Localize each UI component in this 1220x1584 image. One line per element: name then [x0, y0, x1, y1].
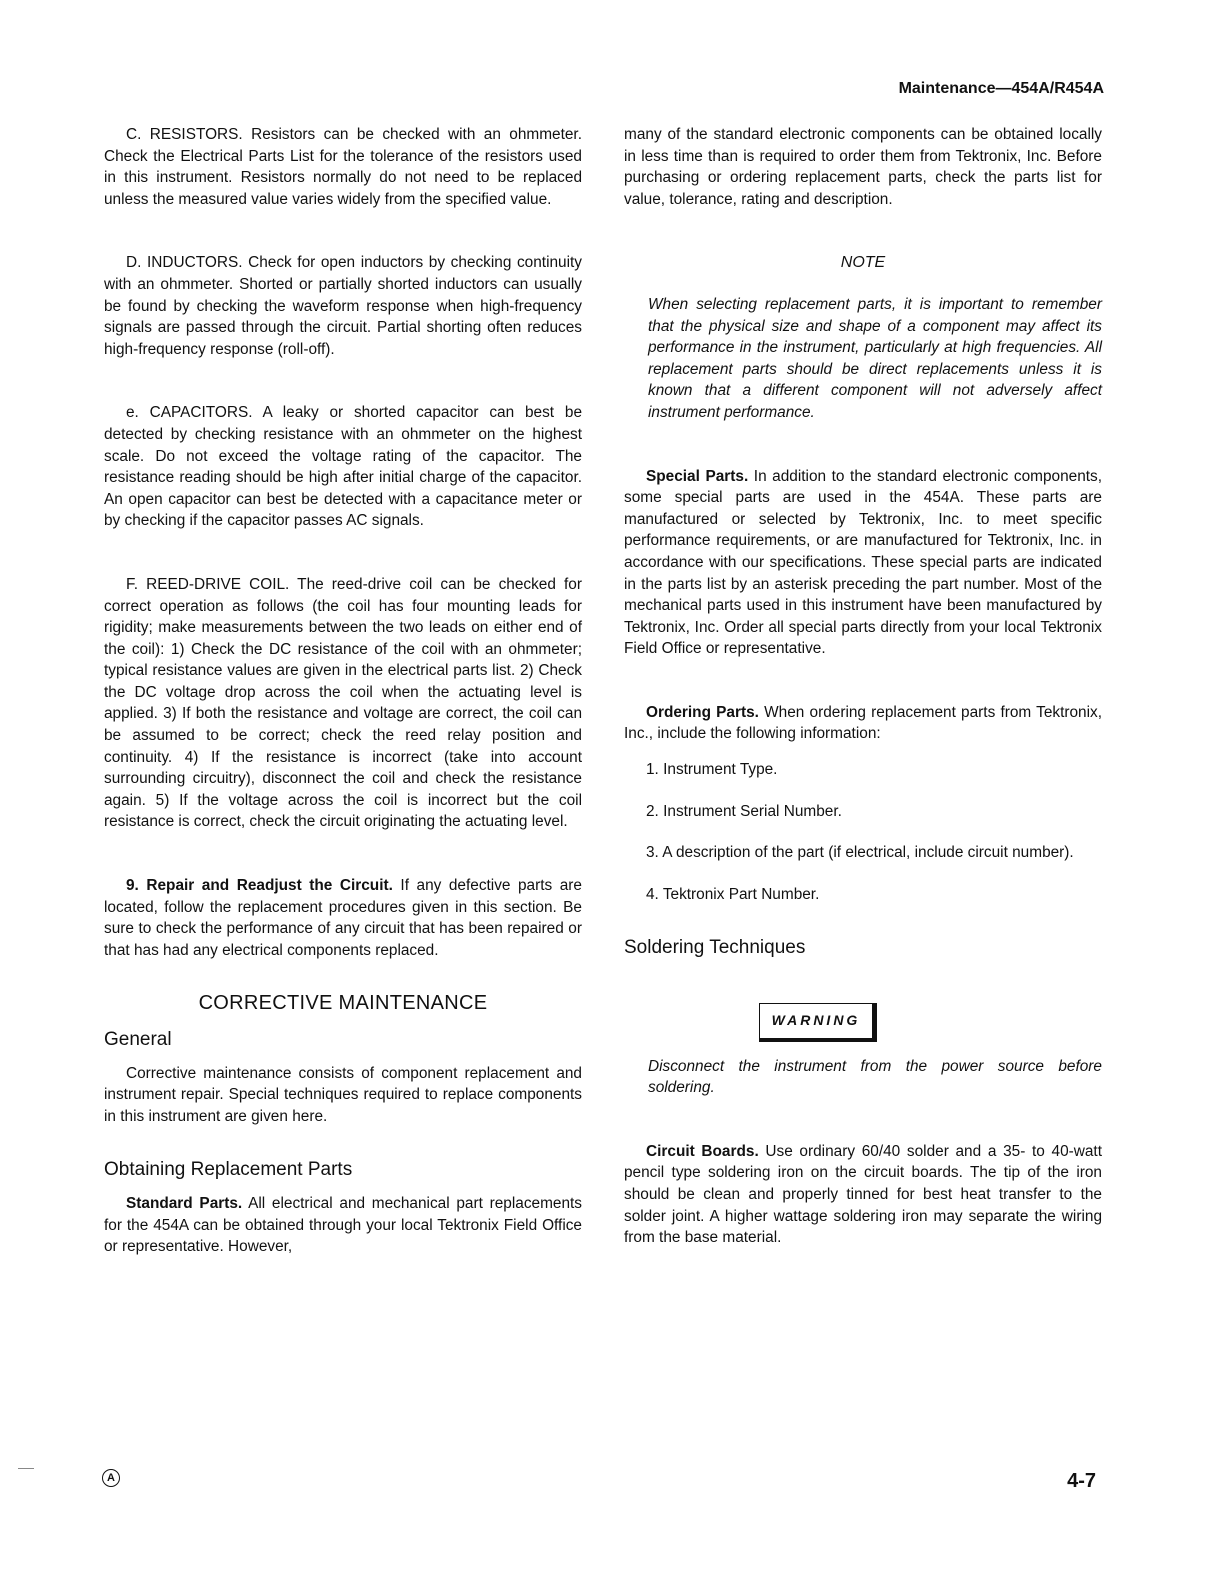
special-parts-paragraph	[624, 466, 1102, 660]
repair-text: If any defective parts are located, follow the replacement procedures given in this section. Be sure to check the performance of any circuit that has been repaired or that has had any electrical components replaced.	[104, 877, 582, 959]
list-item: 2. Instrument Serial Number.	[646, 802, 842, 820]
running-header: Maintenance—454A/R454A	[898, 80, 1104, 97]
obtaining-parts-heading: Obtaining Replacement Parts	[104, 1159, 353, 1181]
circuit-boards-text: Use ordinary 60/40 solder and a 35- to 40-watt pencil type soldering iron on the circuit boards. The tip of the iron should be clean and properly tinned for best heat transfer to the solder joint. A higher wattage soldering iron may separate the wiring from the base material.	[624, 1142, 1102, 1247]
warning-box-wrapper	[624, 1003, 1102, 1042]
ordering-parts-label: Ordering Parts.	[646, 703, 759, 721]
resistors-paragraph: C. RESISTORS. Resistors can be checked with an ohmmeter. Check the Electrical Parts List for the tolerance of the resistors used in this instrument. Resistors normally do not need to be replaced unless the measured value varies widely from the specified value.	[104, 126, 582, 208]
circuit-boards-label: Circuit Boards.	[646, 1142, 759, 1160]
page-number: 4-7	[1067, 1470, 1096, 1492]
warning-label: WARNING	[759, 1003, 878, 1042]
soldering-techniques-heading: Soldering Techniques	[624, 937, 806, 959]
revision-mark	[102, 1468, 120, 1487]
note-title: NOTE	[840, 254, 886, 272]
left-column	[104, 124, 582, 1258]
general-heading: General	[104, 1029, 172, 1050]
list-item: 1. Instrument Type.	[646, 761, 778, 779]
continued-paragraph: many of the standard electronic components can be obtained locally in less time than is required to order them from Tektronix, Inc. Before purchasing or ordering replacement parts, check the parts list for value, tolerance, rating and description.	[624, 126, 1102, 208]
repair-paragraph	[104, 875, 582, 961]
standard-parts-paragraph	[104, 1193, 582, 1258]
note-text: When selecting replacement parts, it is important to remember that the physical size and shape of a component may affect its performance in the instrument, particularly at high frequencies. All replacement parts should be direct replacements unless it is known that a different component will not adversely affect instrument performance.	[648, 295, 1102, 421]
ordering-parts-paragraph	[624, 702, 1102, 745]
repair-label: 9. Repair and Readjust the Circuit.	[126, 877, 393, 895]
reed-coil-paragraph: F. REED-DRIVE COIL. The reed-drive coil can be checked for correct operation as follows (the coil has four mounting leads for rigidity; make measurements between the two leads on either end of the coil): 1) Check the DC resistance of the coil with an ohmmeter; typical resistance values are given in the electrical parts list. 2) Check the DC voltage drop across the coil when the actuating level is applied. 3) If both the resistance and voltage are correct, the coil can be assumed to be correct; check the reed relay position and continuity. 4) If the resistance is incorrect (take into account surrounding circuitry), disconnect the coil and check the resistance again. 5) If the voltage across the coil is incorrect but the coil resistance is correct, check the circuit originating the actuating level.	[104, 575, 582, 831]
standard-parts-label: Standard Parts.	[126, 1194, 243, 1212]
special-parts-text: In addition to the standard electronic components, some special parts are used in the 454A. These parts are manufactured or selected by Tektronix, Inc. to meet specific performance requirements, or are manufactured for Tektronix, Inc. in accordance with our specifications. These special parts are indicated in the parts list by an asterisk preceding the part number. Most of the mechanical parts used in this instrument have been manufactured by Tektronix, Inc. Order all special parts directly from your local Tektronix Field Office or representative.	[624, 467, 1102, 658]
revision-circle-icon: A	[102, 1469, 120, 1487]
standard-parts-text: All electrical and mechanical part replacements for the 454A can be obtained through your local Tektronix Field Office or representative. However,	[104, 1194, 582, 1256]
edge-mark	[18, 1468, 34, 1469]
general-paragraph: Corrective maintenance consists of component replacement and instrument repair. Special techniques required to replace components in this instrument are given here.	[104, 1064, 582, 1125]
ordering-parts-text: When ordering replacement parts from Tektronix, Inc., include the following information:	[624, 703, 1102, 743]
inductors-paragraph: D. INDUCTORS. Check for open inductors by checking continuity with an ohmmeter. Shorted or partially shorted inductors can usually be found by checking the waveform response when high-frequency signals are passed through the circuit. Partial shorting often reduces high-frequency response (roll-off).	[104, 254, 582, 358]
right-column	[624, 124, 1102, 1249]
corrective-maintenance-heading: CORRECTIVE MAINTENANCE	[198, 992, 488, 1015]
warning-text: Disconnect the instrument from the power source before soldering.	[648, 1057, 1102, 1097]
list-item: 3. A description of the part (if electrical, include circuit number).	[646, 844, 1074, 862]
circuit-boards-paragraph	[624, 1141, 1102, 1249]
special-parts-label: Special Parts.	[646, 467, 749, 485]
capacitors-paragraph: e. CAPACITORS. A leaky or shorted capacitor can best be detected by checking resistance with an ohmmeter on the highest scale. Do not exceed the voltage rating of the capacitor. The resistance reading should be high after initial charge of the capacitor. An open capacitor can best be detected with a capacitance meter or by checking if the capacitor passes AC signals.	[104, 404, 582, 530]
list-item: 4. Tektronix Part Number.	[646, 885, 820, 903]
